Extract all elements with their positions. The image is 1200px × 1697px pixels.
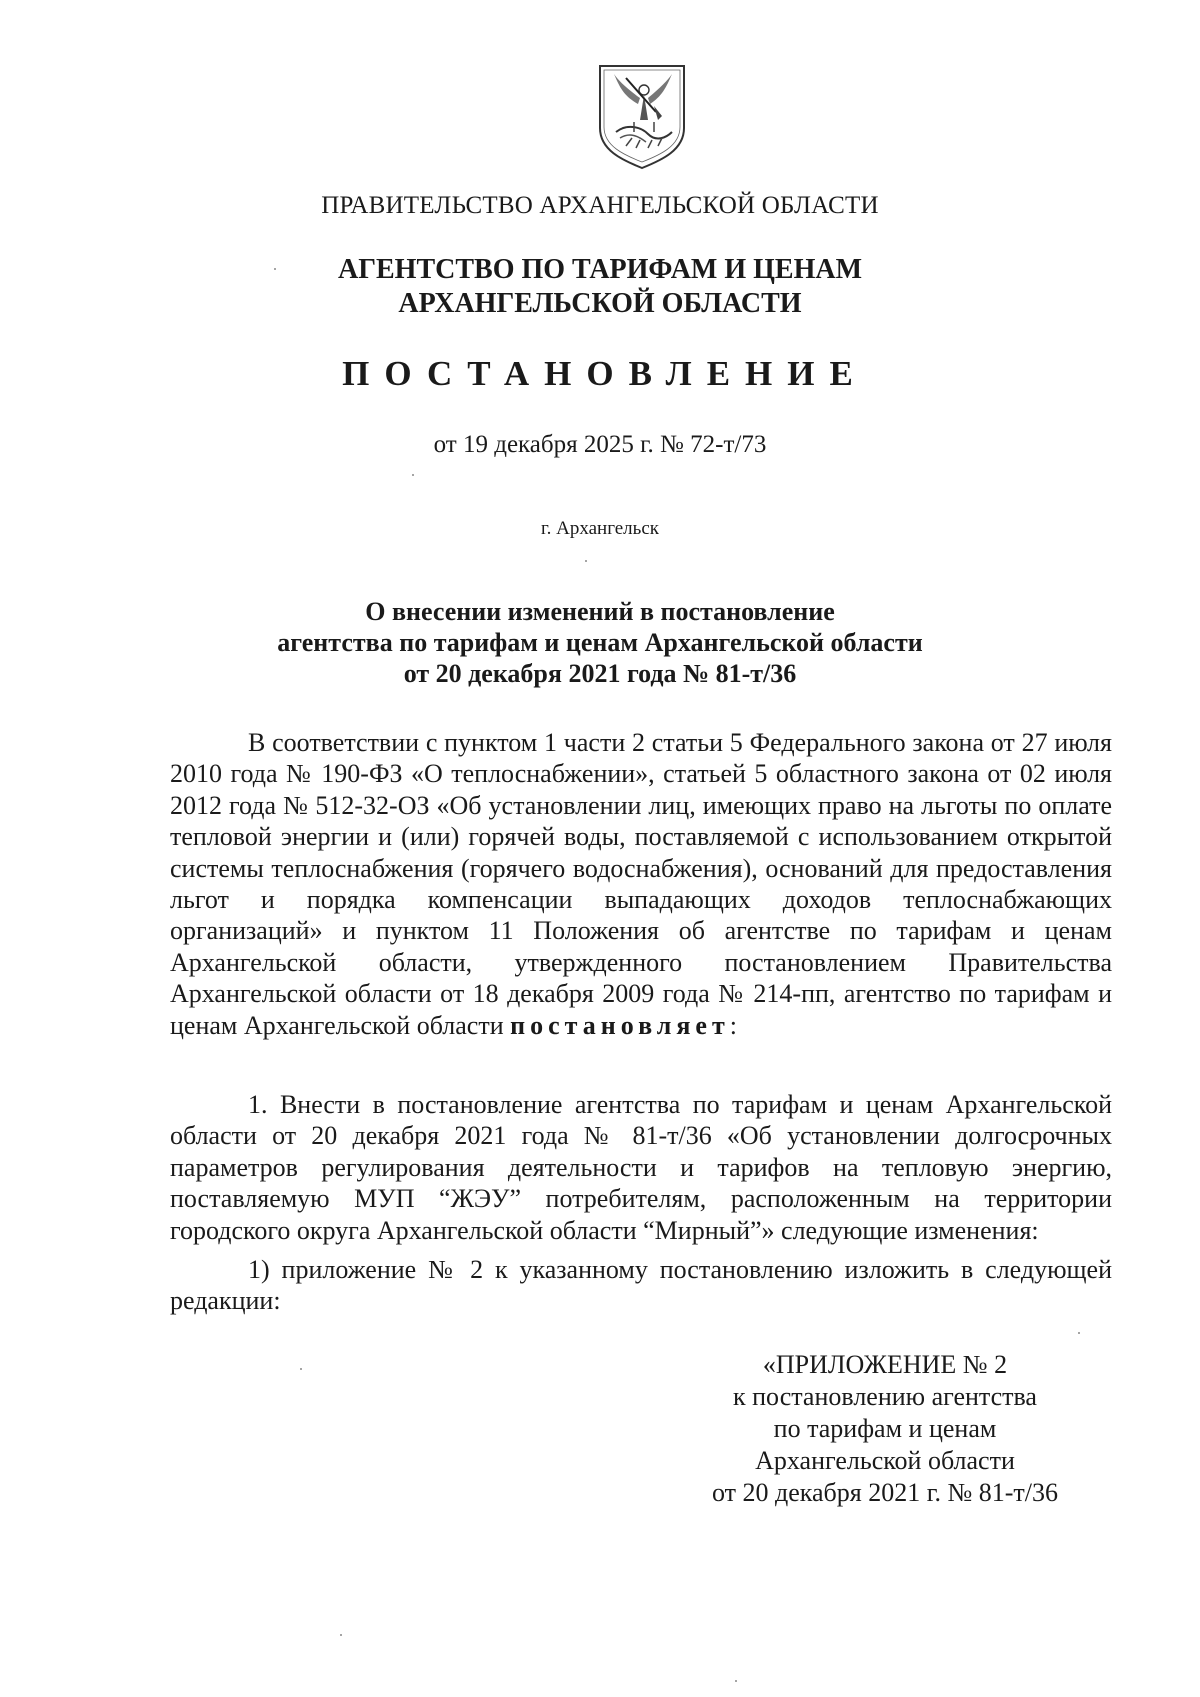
clause-1-paragraph: 1. Внести в постановление агентства по тарифам и ценам Архангельской области от 20 декабря 2021 года № 81-т/36 «Об установлении долгосрочных параметров регулирования деятельности и тарифов на тепловую энергию, поставляемую МУП “ЖЭУ” потребителям, расположенным на территории городского округа Архангельской области “Мирный”» следующие изменения:	[170, 1090, 1112, 1245]
clause-1-1-paragraph: 1) приложение № 2 к указанному постановлению изложить в следующей редакции:	[170, 1255, 1112, 1316]
agency-name-line2: АРХАНГЕЛЬСКОЙ ОБЛАСТИ	[398, 288, 802, 319]
scan-speck	[1078, 1332, 1080, 1334]
annex-line1: «ПРИЛОЖЕНИЕ № 2	[762, 1350, 1008, 1379]
government-name: ПРАВИТЕЛЬСТВО АРХАНГЕЛЬСКОЙ ОБЛАСТИ	[321, 192, 879, 219]
document-date-number: от 19 декабря 2025 г. № 72-т/73	[433, 431, 767, 458]
decree-word: постановляет	[510, 1010, 730, 1040]
document-subject	[0, 596, 1200, 689]
document-type: ПОСТАНОВЛЕНИЕ	[342, 354, 868, 393]
annex-line4: Архангельской области	[755, 1446, 1015, 1475]
scan-speck	[274, 268, 276, 270]
subject-line3: от 20 декабря 2021 года № 81-т/36	[403, 659, 797, 688]
agency-name-line1: АГЕНТСТВО ПО ТАРИФАМ И ЦЕНАМ	[337, 254, 863, 285]
scan-speck	[300, 1368, 302, 1370]
arkhangelsk-coat-of-arms-icon	[596, 62, 688, 170]
preamble-end: :	[729, 1010, 737, 1040]
agency-name	[0, 253, 1200, 321]
annex-line3: по тарифам и ценам	[773, 1414, 997, 1443]
scan-speck	[340, 1634, 342, 1636]
scan-speck	[585, 560, 587, 562]
annex-header	[690, 1349, 1080, 1509]
subject-line1: О внесении изменений в постановление	[365, 597, 835, 626]
scan-speck	[735, 1680, 737, 1682]
preamble-paragraph	[170, 727, 1112, 1041]
preamble-text: В соответствии с пунктом 1 части 2 статьи 5 Федерального закона от 27 июля 2010 года № 190-ФЗ «О теплоснабжении», статьей 5 областного закона от 02 июля 2012 года № 512-32-ОЗ «Об установлении лиц, имеющих право на льготы по оплате тепловой энергии и (или) горячей воды, поставляемой с использованием открытой системы теплоснабжения (горячего водоснабжения), оснований для предоставления льгот и порядка компенсации выпадающих доходов теплоснабжающих организаций» и пунктом 11 Положения об агентстве по тарифам и ценам Архангельской области, утвержденного постановлением Правительства Архангельской области от 18 декабря 2009 года № 214-пп, агентство по тарифам и ценам Архангельской области	[170, 728, 1112, 1040]
annex-line5: от 20 декабря 2021 г. № 81-т/36	[711, 1478, 1059, 1507]
document-city: г. Архангельск	[540, 518, 659, 539]
scan-speck	[412, 474, 414, 476]
annex-line2: к постановлению агентства	[733, 1382, 1037, 1411]
subject-line2: агентства по тарифам и ценам Архангельской области	[277, 628, 923, 657]
